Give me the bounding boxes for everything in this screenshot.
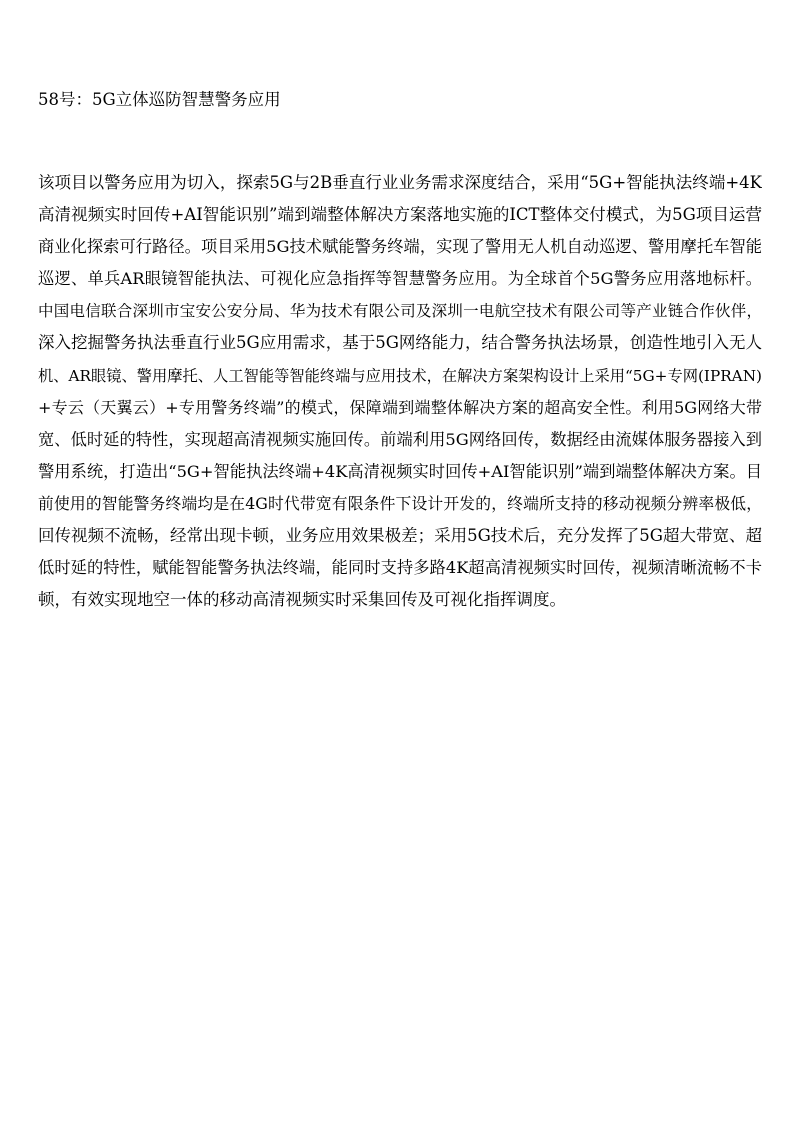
- body-line: 商业化探索可行路径。项目采用5G技术赋能警务终端，实现了警用无人机自动巡逻、警用摩托车智能: [38, 237, 762, 257]
- body-line: 警用系统，打造出“5G+智能执法终端+4K高清视频实时回传+AI智能识别”端到端整体解决方案。目: [38, 461, 762, 481]
- body-line: 宽、低时延的特性，实现超高清视频实施回传。前端利用5G网络回传，数据经由流媒体服务器接入到: [38, 429, 762, 449]
- body-line: 顿，有效实现地空一体的移动高清视频实时采集回传及可视化指挥调度。: [38, 590, 566, 610]
- document-body: [38, 167, 762, 616]
- body-line: 深入挖掘警务执法垂直行业5G应用需求，基于5G网络能力，结合警务执法场景，创造性地引入无人: [38, 333, 762, 353]
- body-line: 低时延的特性，赋能智能警务执法终端，能同时支持多路4K超高清视频实时回传，视频清晰流畅不卡: [38, 558, 762, 578]
- document-heading: 58号：5G立体巡防智慧警务应用: [38, 90, 281, 109]
- body-line: 巡逻、单兵AR眼镜智能执法、可视化应急指挥等智慧警务应用。为全球首个5G警务应用落地标杆。: [38, 269, 762, 289]
- body-line: 该项目以警务应用为切入，探索5G与2B垂直行业业务需求深度结合，采用“5G+智能执法终端+4K: [38, 173, 762, 192]
- body-line: 前使用的智能警务终端均是在4G时代带宽有限条件下设计开发的，终端所支持的移动视频分辨率极低，: [38, 493, 762, 513]
- body-line: 机、AR眼镜、警用摩托、人工智能等智能终端与应用技术，在解决方案架构设计上采用“5G+专网(IPRAN): [38, 366, 762, 385]
- body-line: 中国电信联合深圳市宝安公安分局、华为技术有限公司及深圳一电航空技术有限公司等产业链合作伙伴，: [38, 302, 762, 321]
- body-line: +专云（天翼云）+专用警务终端”的模式，保障端到端整体解决方案的超高安全性。利用5G网络大带: [38, 397, 762, 417]
- body-line: 高清视频实时回传+AI智能识别”端到端整体解决方案落地实施的ICT整体交付模式，为5G项目运营: [38, 205, 762, 225]
- body-line: 回传视频不流畅，经常出现卡顿，业务应用效果极差；采用5G技术后，充分发挥了5G超大带宽、超: [38, 526, 762, 546]
